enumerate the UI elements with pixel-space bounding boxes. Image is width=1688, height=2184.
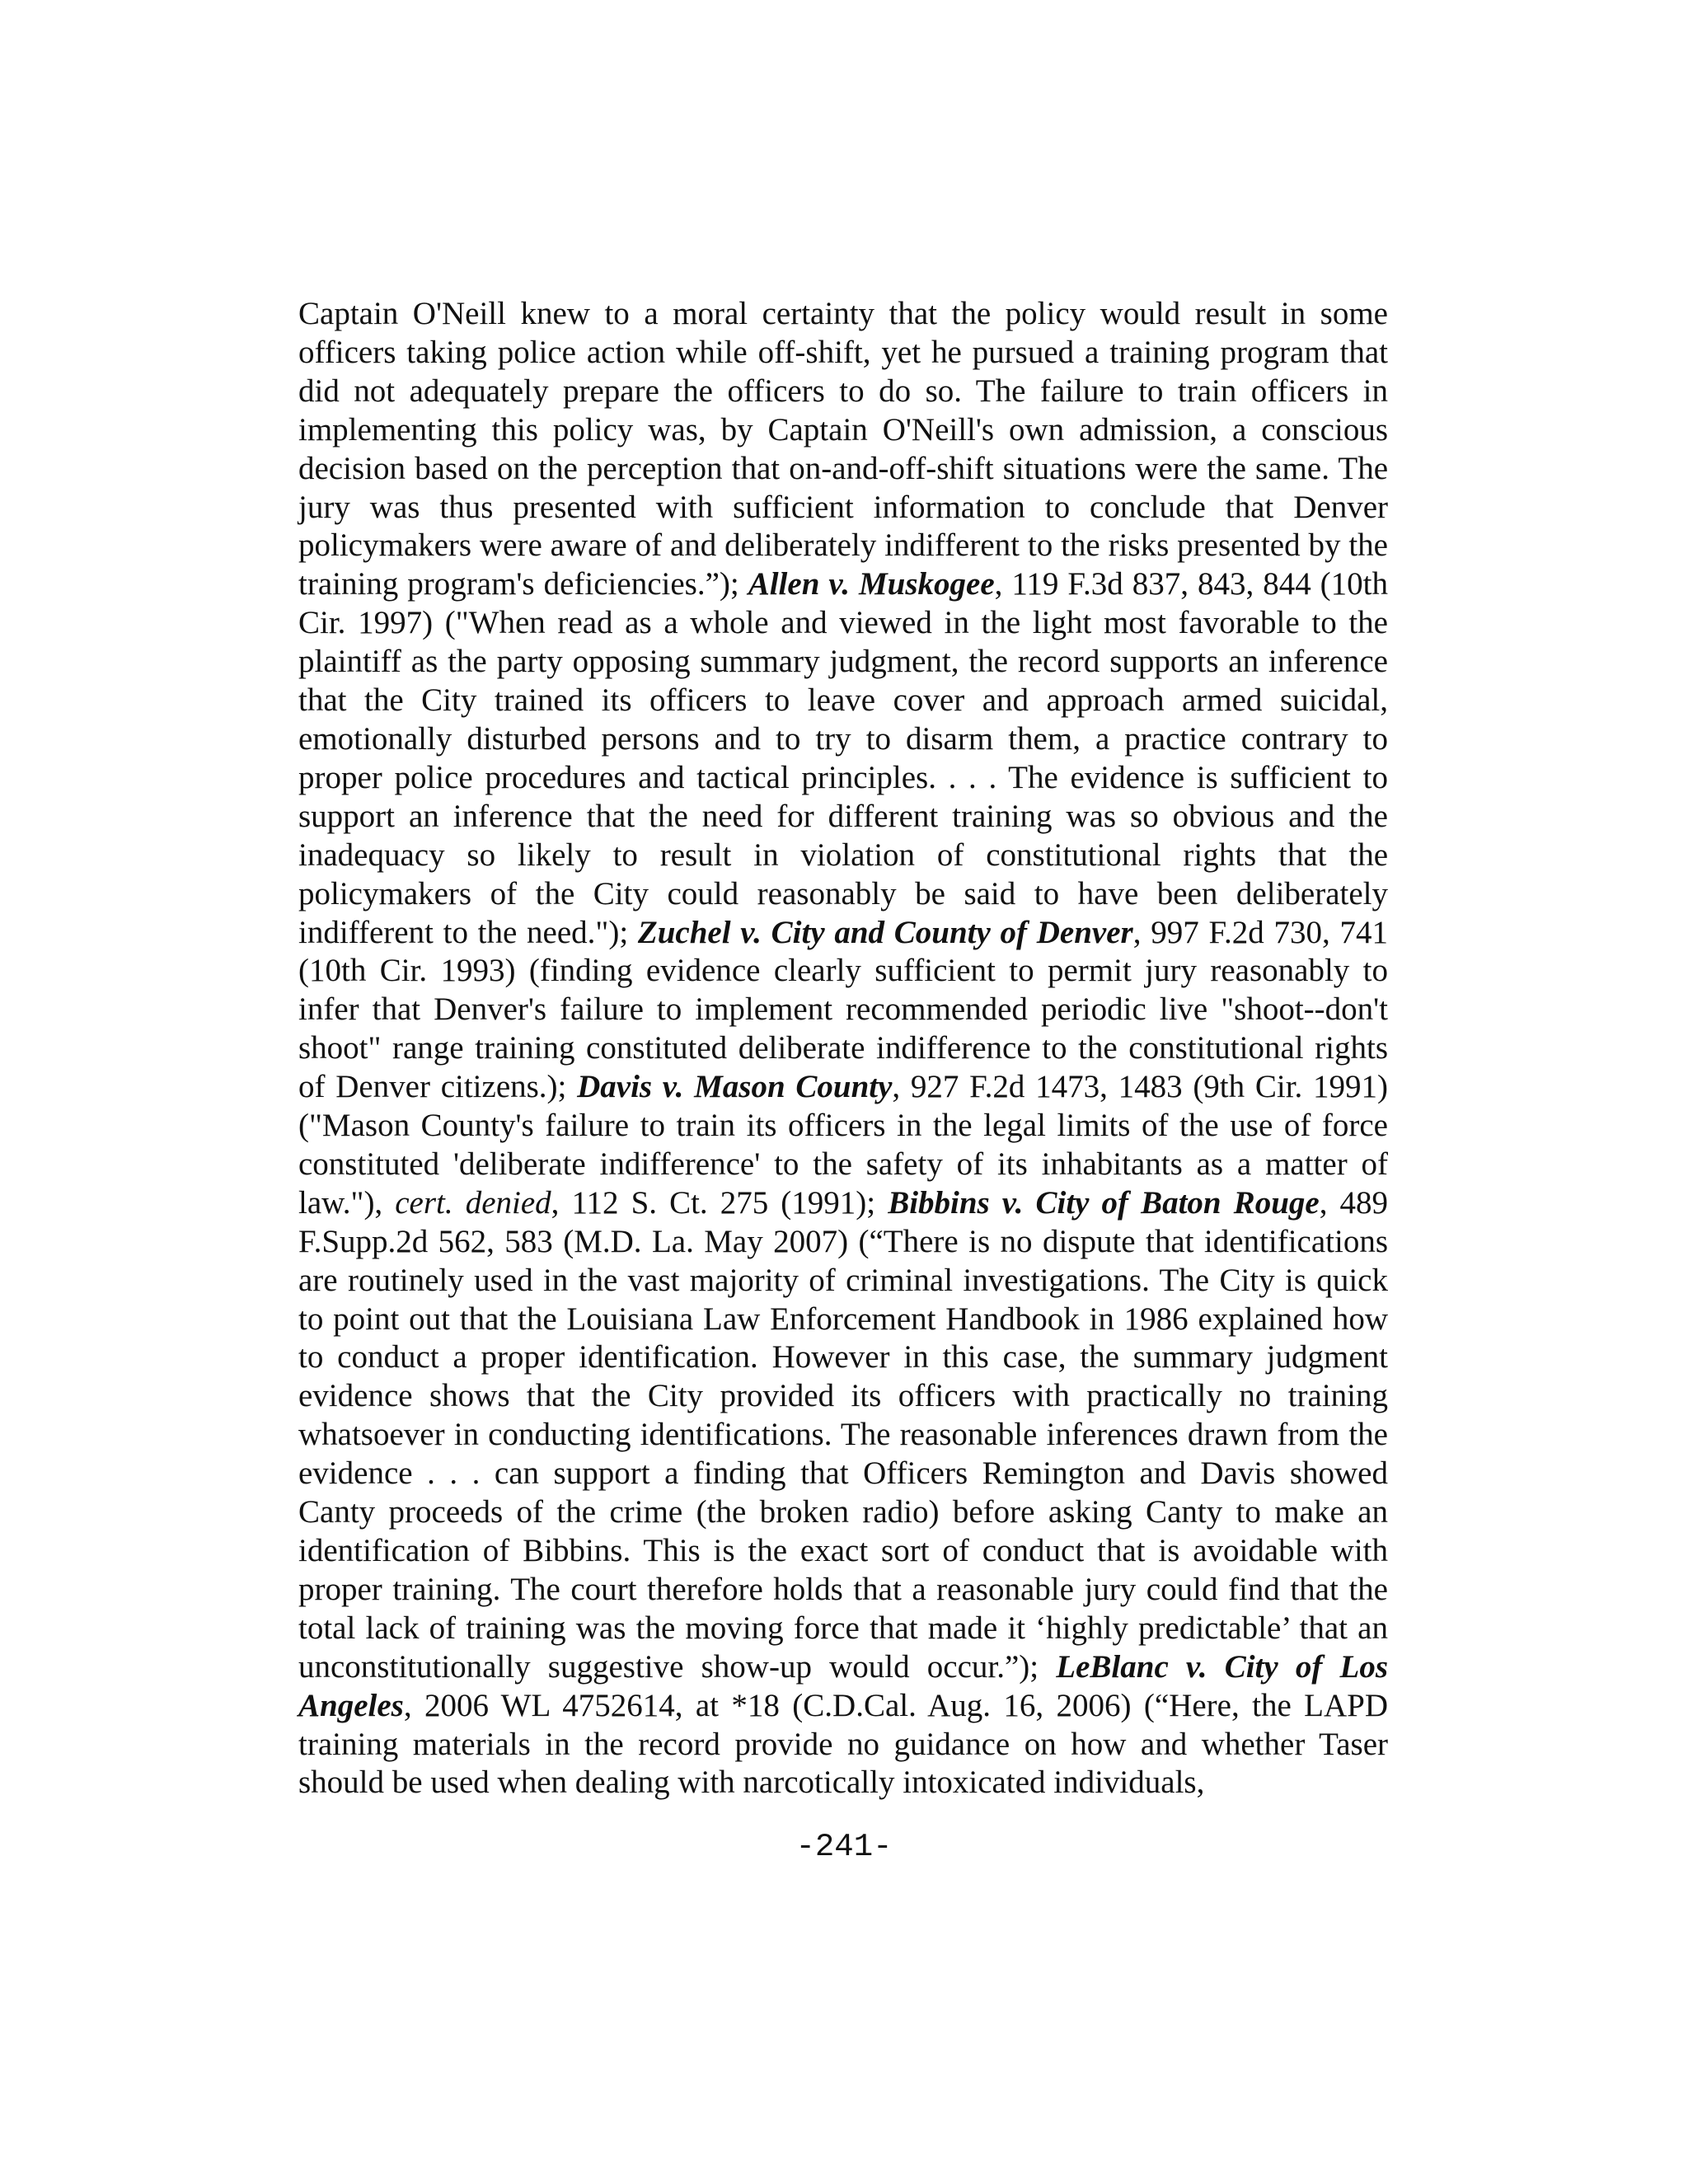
case-name: LeBlanc v. City of Los Angeles <box>298 1648 1389 1723</box>
body-paragraph <box>298 295 1388 1802</box>
paragraph-text: Captain O'Neill knew to a moral certainty that the policy would result in some officers taking police action while off-shift, yet he pursued a training program that did not adequately prepare the officers to do so. The failure to train officers in implementing this policy was, by Captain O'Neill's own admission, a conscious decision based on the perception that on-and-off-shift situations were the same. The jury was thus presented with sufficient information to conclude that Denver policymakers were aware of and deliberately indifferent to the risks presented by the training program's deficiencies.”); <box>298 296 1388 602</box>
page-number: -241- <box>795 1829 893 1865</box>
case-name: Zuchel v. City and County of Denver <box>637 914 1133 950</box>
case-name: Davis v. Mason County <box>577 1069 893 1105</box>
paragraph-text: , 119 F.3d 837, 843, 844 (10th Cir. 1997) ("When read as a whole and viewed in the light most favorable to the plaintiff as the party opposing summary judgment, the record supports an inference that the City trained its officers to leave cover and approach armed suicidal, emotionally disturbed persons and to try to disarm them, a practice contrary to proper police procedures and tactical principles. . . . The evidence is sufficient to support an inference that the need for different training was so obvious and the inadequacy so likely to result in violation of constitutional rights that the policymakers of the City could reasonably be said to have been deliberately indifferent to the need."); <box>298 566 1388 950</box>
case-name: Allen v. Muskogee <box>748 566 995 602</box>
paragraph-text: , 2006 WL 4752614, at *18 (C.D.Cal. Aug. 16, 2006) (“Here, the LAPD training materials in the record provide no guidance on how and whether Taser should be used when dealing with narcotically intoxicated individuals, <box>298 1687 1388 1801</box>
citation-signal: cert. denied <box>395 1184 551 1221</box>
paragraph-text: , 112 S. Ct. 275 (1991); <box>551 1184 889 1221</box>
paragraph-text: , 997 F.2d 730, 741 (10th Cir. 1993) (finding evidence clearly sufficient to permit jury reasonably to infer that Denver's failure to implement recommended periodic live "shoot--don't shoot" range training constituted deliberate indifference to the constitutional rights of Denver citizens.); <box>298 914 1388 1105</box>
paragraph-text: , 927 F.2d 1473, 1483 (9th Cir. 1991) ("Mason County's failure to train its officers in the legal limits of the use of force constituted 'deliberate indifference' to the safety of its inhabitants as a matter of law."), <box>298 1069 1388 1221</box>
paragraph-text: , 489 F.Supp.2d 562, 583 (M.D. La. May 2007) (“There is no dispute that identifications are routinely used in the vast majority of criminal investigations. The City is quick to point out that the Louisiana Law Enforcement Handbook in 1986 explained how to conduct a proper identification. However in this case, the summary judgment evidence shows that the City provided its officers with practically no training whatsoever in conducting identifications. The reasonable inferences drawn from the evidence . . . can support a finding that Officers Remington and Davis showed Canty proceeds of the crime (the broken radio) before asking Canty to make an identification of Bibbins. This is the exact sort of conduct that is avoidable with proper training. The court therefore holds that a reasonable jury could find that the total lack of training was the moving force that made it ‘highly predictable’ that an unconstitutionally suggestive show-up would occur.”); <box>298 1184 1389 1685</box>
case-name: Bibbins v. City of Baton Rouge <box>888 1184 1320 1221</box>
